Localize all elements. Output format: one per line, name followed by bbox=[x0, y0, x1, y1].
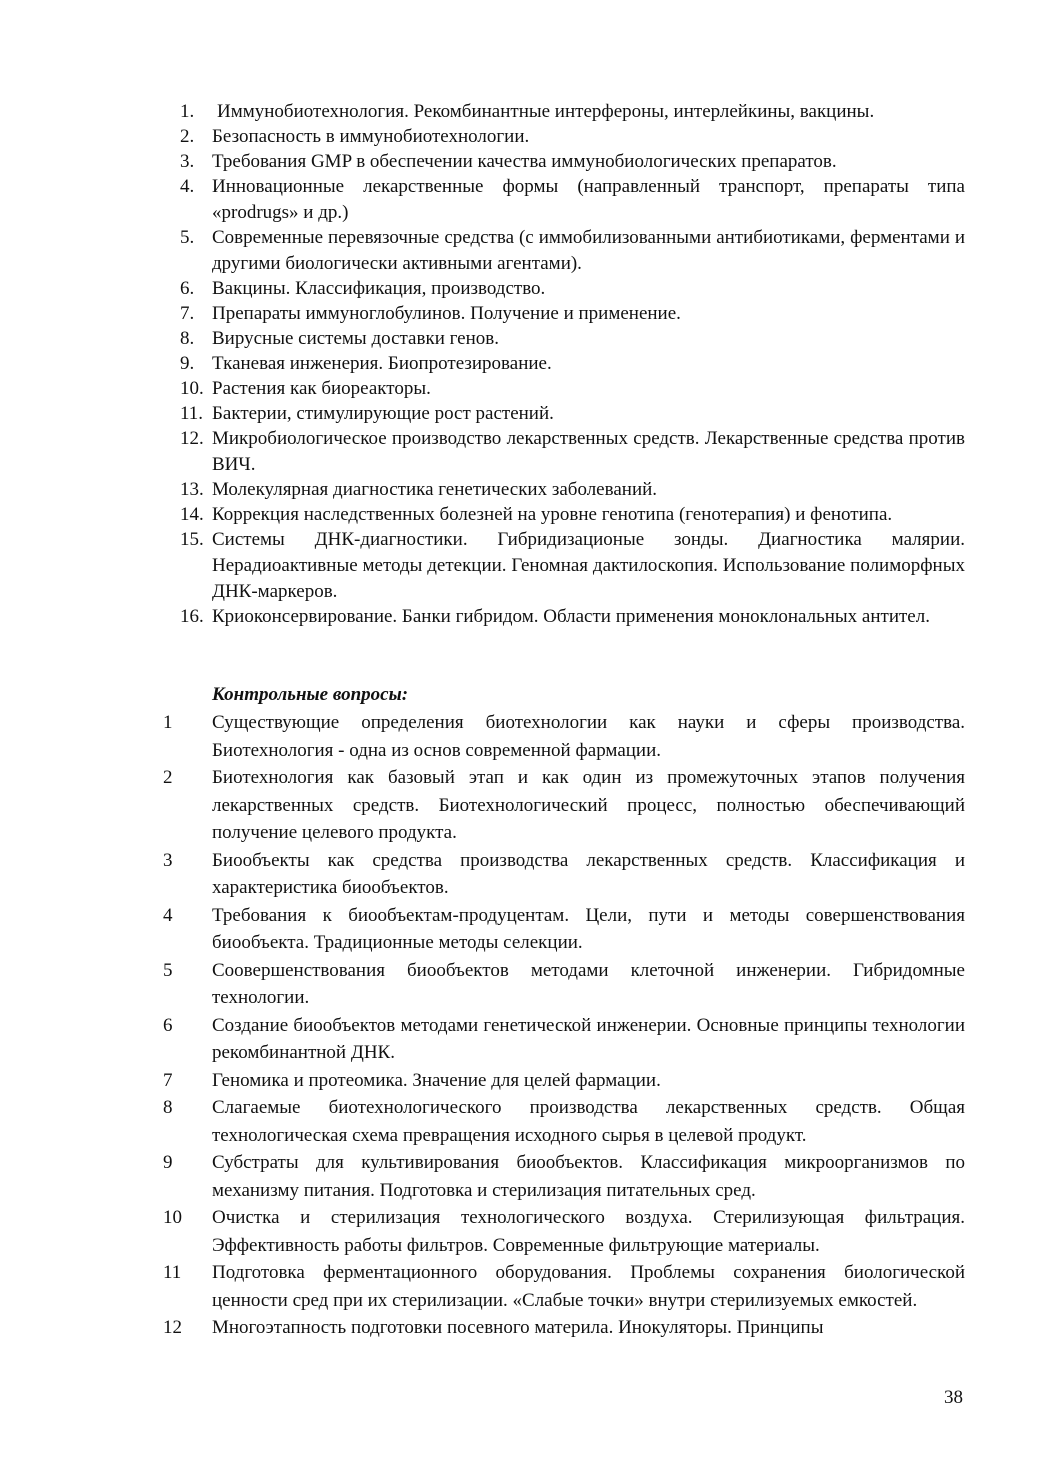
list-item-text: Биотехнология как базовый этап и как один из промежуточных этапов получения лекарственных средств. Биотехнологический процесс, полностью обеспечивающий получение целевого продукта. bbox=[212, 767, 965, 843]
control-questions-list bbox=[160, 709, 965, 1342]
list-item bbox=[165, 502, 965, 528]
list-item-number: 8 bbox=[163, 1097, 173, 1118]
list-item-number: 10. bbox=[180, 378, 204, 399]
list-item-text: Инновационные лекарственные формы (направленный транспорт, препараты типа «prodrugs» и др.) bbox=[212, 176, 965, 223]
list-item-number: 1. bbox=[180, 101, 195, 122]
list-item-number: 11 bbox=[163, 1262, 182, 1283]
list-item bbox=[165, 604, 965, 630]
list-item-number: 3. bbox=[180, 151, 195, 172]
list-item-number: 16. bbox=[180, 606, 204, 627]
list-item-number: 1 bbox=[163, 712, 173, 733]
list-item-number: 10 bbox=[163, 1207, 182, 1228]
list-item-number: 5. bbox=[180, 227, 195, 248]
list-item-number: 4 bbox=[163, 904, 173, 926]
list-item bbox=[160, 764, 965, 847]
list-item bbox=[165, 124, 965, 150]
list-item bbox=[160, 1204, 965, 1259]
list-item-number: 8. bbox=[180, 328, 195, 349]
list-item-text: Создание биообъектов методами генетической инженерии. Основные принципы технологии рекомбинантной ДНК. bbox=[212, 1014, 965, 1063]
list-item-number: 6. bbox=[180, 278, 195, 299]
list-item-number: 12 bbox=[163, 1317, 182, 1338]
list-item-number: 4. bbox=[180, 176, 195, 197]
list-item-number: 6 bbox=[163, 1014, 173, 1036]
list-item-number: 13. bbox=[180, 479, 204, 500]
list-item bbox=[165, 99, 965, 125]
list-item-text: Многоэтапность подготовки посевного материла. Инокуляторы. Принципы bbox=[212, 1317, 824, 1338]
list-item-text: Требования GMP в обеспечении качества иммунобиологических препаратов. bbox=[212, 151, 837, 172]
list-item-number: 11. bbox=[180, 403, 204, 424]
list-item bbox=[160, 1067, 965, 1095]
list-item-text: Бактерии, стимулирующие рост растений. bbox=[212, 403, 554, 424]
topics-list bbox=[165, 99, 965, 629]
list-item-number: 7 bbox=[163, 1069, 173, 1091]
list-item-text: Соовершенствования биообъектов методами клеточной инженерии. Гибридомные технологии. bbox=[212, 959, 965, 1008]
list-item bbox=[160, 957, 965, 1012]
list-item-text: Микробиологическое производство лекарственных средств. Лекарственные средства против ВИЧ. bbox=[212, 428, 965, 475]
list-item-text: Вакцины. Классификация, производство. bbox=[212, 278, 546, 299]
list-item bbox=[165, 477, 965, 503]
list-item-text: Безопасность в иммунобиотехнологии. bbox=[212, 126, 530, 147]
list-item-text: Молекулярная диагностика генетических заболеваний. bbox=[212, 479, 658, 500]
list-item-text: Вирусные системы доставки генов. bbox=[212, 328, 499, 349]
list-item-number: 2. bbox=[180, 126, 195, 147]
list-item-number: 3 bbox=[163, 849, 173, 871]
list-item-number: 15. bbox=[180, 529, 204, 550]
list-item bbox=[160, 1259, 965, 1314]
list-item bbox=[165, 225, 965, 277]
list-item bbox=[165, 174, 965, 226]
list-item bbox=[160, 902, 965, 957]
list-item-text: Слагаемые биотехнологического производства лекарственных средств. Общая технологическая схема превращения исходного сырья в целевой продукт. bbox=[212, 1097, 965, 1146]
list-item-text: Очистка и стерилизация технологического воздуха. Стерилизующая фильтрация. Эффективность работы фильтров. Современные фильтрующие материалы. bbox=[212, 1207, 965, 1256]
list-item-text: Существующие определения биотехнологии как науки и сферы производства. Биотехнология - одна из основ современной фармации. bbox=[212, 712, 965, 761]
list-item-text: Иммунобиотехнология. Рекомбинантные интерфероны, интерлейкины, вакцины. bbox=[217, 101, 875, 122]
list-item-number: 5 bbox=[163, 959, 173, 981]
list-item bbox=[160, 1094, 965, 1149]
list-item-number: 7. bbox=[180, 303, 195, 324]
list-item-number: 12. bbox=[180, 428, 204, 449]
list-item-number: 14. bbox=[180, 504, 204, 525]
list-item bbox=[165, 326, 965, 352]
list-item-text: Подготовка ферментационного оборудования. Проблемы сохранения биологической ценности сред при их стерилизации. «Слабые точки» внутри стерилизуемых емкостей. bbox=[212, 1262, 965, 1311]
list-item-text: Криоконсервирование. Банки гибридом. Области применения моноклональных антител. bbox=[212, 606, 930, 627]
list-item-number: 2 bbox=[163, 767, 173, 788]
list-item bbox=[165, 527, 965, 605]
list-item bbox=[165, 301, 965, 327]
list-item-text: Современные перевязочные средства (с иммобилизованными антибиотиками, ферментами и другими биологически активными агентами). bbox=[212, 227, 965, 274]
list-item-number: 9. bbox=[180, 353, 195, 374]
list-item bbox=[160, 709, 965, 764]
list-item bbox=[160, 847, 965, 902]
list-item-text: Биообъекты как средства производства лекарственных средств. Классификация и характеристика биообъектов. bbox=[212, 849, 965, 898]
list-item-text: Геномика и протеомика. Значение для целей фармации. bbox=[212, 1069, 661, 1091]
list-item-text: Системы ДНК-диагностики. Гибридизационые зонды. Диагностика малярии. Нерадиоактивные методы детекции. Геномная дактилоскопия. Использование полиморфных ДНК-маркеров. bbox=[212, 529, 965, 602]
list-item bbox=[165, 376, 965, 402]
list-item-text: Коррекция наследственных болезней на уровне генотипа (генотерапия) и фенотипа. bbox=[212, 504, 893, 525]
list-item-text: Субстраты для культивирования биообъектов. Классификация микроорганизмов по механизму питания. Подготовка и стерилизация питательных сред. bbox=[212, 1152, 965, 1201]
list-item bbox=[160, 1314, 965, 1342]
list-item bbox=[165, 426, 965, 478]
list-item-number: 9 bbox=[163, 1152, 173, 1173]
list-item bbox=[165, 351, 965, 377]
list-item bbox=[165, 276, 965, 302]
list-item bbox=[165, 401, 965, 427]
page-number: 38 bbox=[944, 1387, 963, 1408]
list-item-text: Препараты иммуноглобулинов. Получение и применение. bbox=[212, 303, 681, 324]
list-item bbox=[165, 149, 965, 175]
list-item-text: Тканевая инженерия. Биопротезирование. bbox=[212, 353, 552, 374]
control-questions-heading: Контрольные вопросы: bbox=[212, 684, 409, 705]
list-item-text: Требования к биообъектам-продуцентам. Цели, пути и методы совершенствования биообъекта. Традиционные методы селекции. bbox=[212, 904, 965, 953]
list-item bbox=[160, 1012, 965, 1067]
list-item bbox=[160, 1149, 965, 1204]
list-item-text: Растения как биореакторы. bbox=[212, 378, 431, 399]
